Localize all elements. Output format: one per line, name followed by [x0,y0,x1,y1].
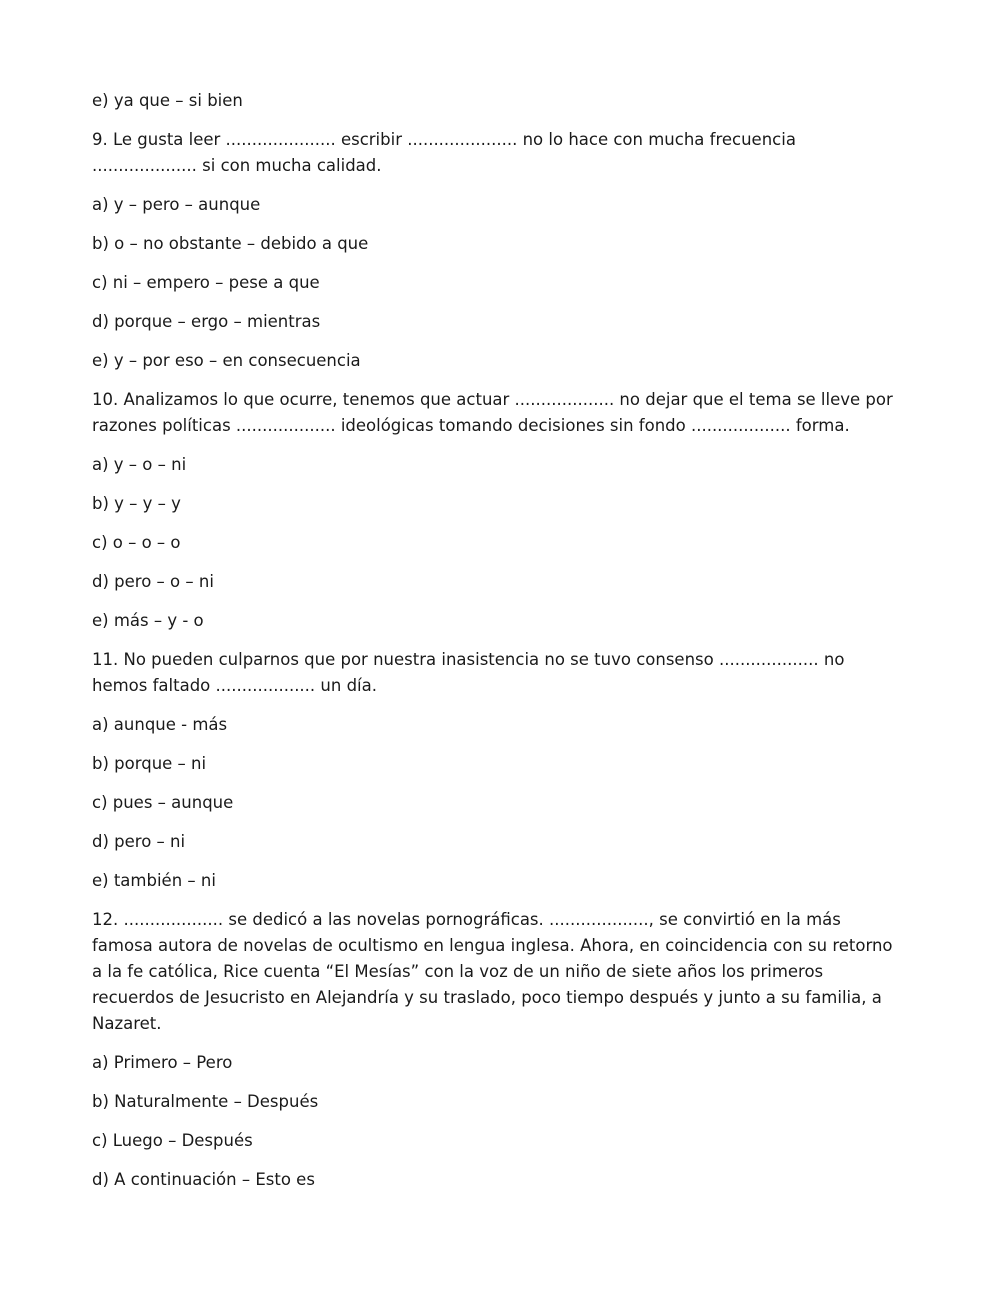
option-9b: b) o – no obstante – debido a que [92,234,369,253]
option-12b: b) Naturalmente – Después [92,1092,319,1111]
option-9a: a) y – pero – aunque [92,195,261,214]
option-10e: e) más – y - o [92,611,204,630]
option-12d: d) A continuación – Esto es [92,1170,315,1189]
option-11d: d) pero – ni [92,832,186,851]
question-10: 10. Analizamos lo que ocurre, tenemos que actuar ................... no dejar que el tema se lleve por razones políticas ................... ideológicas tomando decisiones sin fondo ................... forma. [92,390,893,435]
option-11b: b) porque – ni [92,754,207,773]
option-10c: c) o – o – o [92,533,181,552]
option-11e: e) también – ni [92,871,216,890]
option-11a: a) aunque - más [92,715,228,734]
option-12c: c) Luego – Después [92,1131,253,1150]
question-12: 12. ................... se dedicó a las novelas pornográficas. ..................., se convirtió en la más famosa autora de novelas de ocultismo en lengua inglesa. Ahora, en coincidencia con su retorno a la fe católica, Rice cuenta “El Mesías” con la voz de un niño de siete años los primeros recuerdos de Jesucristo en Alejandría y su traslado, poco tiempo después y junto a su familia, a Nazaret. [92,910,893,1033]
question-11: 11. No pueden culparnos que por nuestra inasistencia no se tuvo consenso ................... no hemos faltado ................... un día. [92,650,845,695]
option-9c: c) ni – empero – pese a que [92,273,320,292]
option-8e: e) ya que – si bien [92,91,243,110]
option-10b: b) y – y – y [92,494,181,513]
option-11c: c) pues – aunque [92,793,234,812]
option-12a: a) Primero – Pero [92,1053,233,1072]
document-page [92,88,902,1206]
option-9d: d) porque – ergo – mientras [92,312,321,331]
option-10a: a) y – o – ni [92,455,187,474]
option-9e: e) y – por eso – en consecuencia [92,351,361,370]
option-10d: d) pero – o – ni [92,572,214,591]
question-9: 9. Le gusta leer ..................... escribir ..................... no lo hace con mucha frecuencia .................... si con mucha calidad. [92,130,796,175]
